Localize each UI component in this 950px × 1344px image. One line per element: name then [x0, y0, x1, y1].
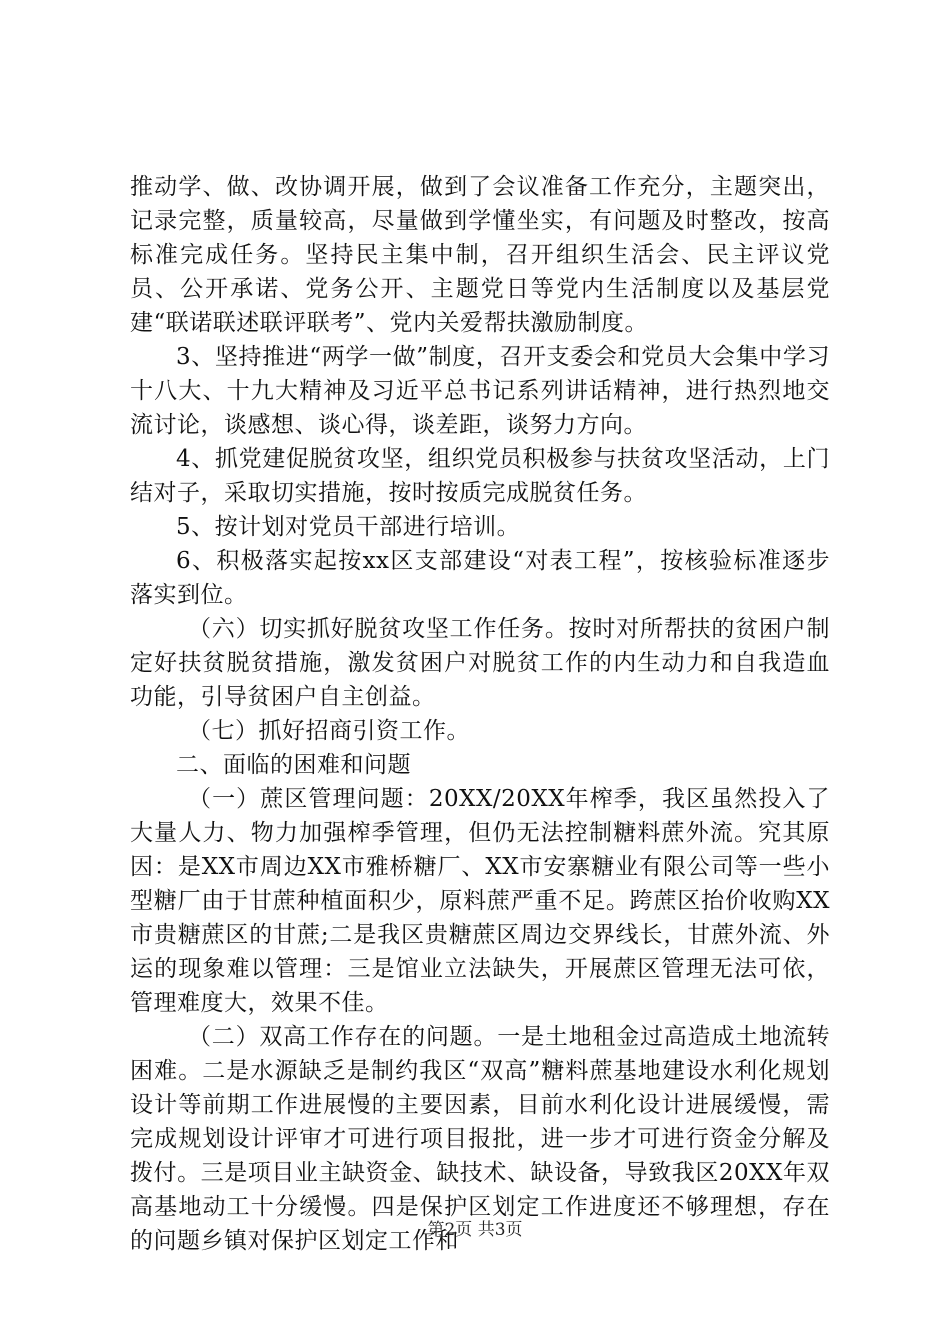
- paragraph-section-7: （七）抓好招商引资工作。: [188, 718, 470, 744]
- document-body: [130, 170, 830, 1258]
- section-heading-difficulties: 二、面临的困难和问题: [176, 752, 411, 778]
- paragraph-continuation: 推动学、做、改协调开展，做到了会议准备工作充分，主题突出，记录完整，质量较高，尽量做到学懂坐实，有问题及时整改，按高标准完成任务。坚持民主集中制，召开组织生活会、民主评议党员、公开承诺、党务公开、主题党日等党内生活制度以及基层党建“联诺联述联评联考”、党内关爱帮扶激励制度。: [130, 174, 830, 336]
- paragraph-problem-2: （二）双高工作存在的问题。一是土地租金过高造成土地流转困难。二是水源缺乏是制约我区“双高”糖料蔗基地建设水利化规划设计等前期工作进展慢的主要因素，目前水利化设计进展缓慢，需完成规划设计评审才可进行项目报批，进一步才可进行资金分解及拨付。三是项目业主缺资金、缺技术、缺设备，导致我区20XX年双高基地动工十分缓慢。四是保护区划定工作进度还不够理想，存在的问题乡镇对保护区划定工作和: [130, 1024, 830, 1254]
- paragraph-item-3: 3、坚持推进“两学一做”制度，召开支委会和党员大会集中学习十八大、十九大精神及习近平总书记系列讲话精神，进行热烈地交流讨论，谈感想、谈心得，谈差距，谈努力方向。: [130, 344, 830, 438]
- paragraph-item-6: 6、积极落实起按xx区支部建设“对表工程”，按核验标准逐步落实到位。: [130, 548, 830, 608]
- paragraph-problem-1: （一）蔗区管理问题：20XX/20XX年榨季，我区虽然投入了大量人力、物力加强榨季管理，但仍无法控制糖料蔗外流。究其原因：是XX市周边XX市雅桥糖厂、XX市安寨糖业有限公司等一些小型糖厂由于甘蔗种植面积少，原料蔗严重不足。跨蔗区抬价收购XX市贵糖蔗区的甘蔗;二是我区贵糖蔗区周边交界线长，甘蔗外流、外运的现象难以管理：三是馆业立法缺失，开展蔗区管理无法可依，管理难度大，效果不佳。: [130, 786, 830, 1016]
- paragraph-item-5: 5、按计划对党员干部进行培训。: [176, 514, 521, 540]
- page-footer: 第2页 共3页: [427, 1220, 523, 1240]
- paragraph-item-4: 4、抓党建促脱贫攻坚，组织党员积极参与扶贫攻坚活动，上门结对子，采取切实措施，按时按质完成脱贫任务。: [130, 446, 830, 506]
- paragraph-section-6: （六）切实抓好脱贫攻坚工作任务。按时对所帮扶的贫困户制定好扶贫脱贫措施，激发贫困户对脱贫工作的内生动力和自我造血功能，引导贫困户自主创益。: [130, 616, 830, 710]
